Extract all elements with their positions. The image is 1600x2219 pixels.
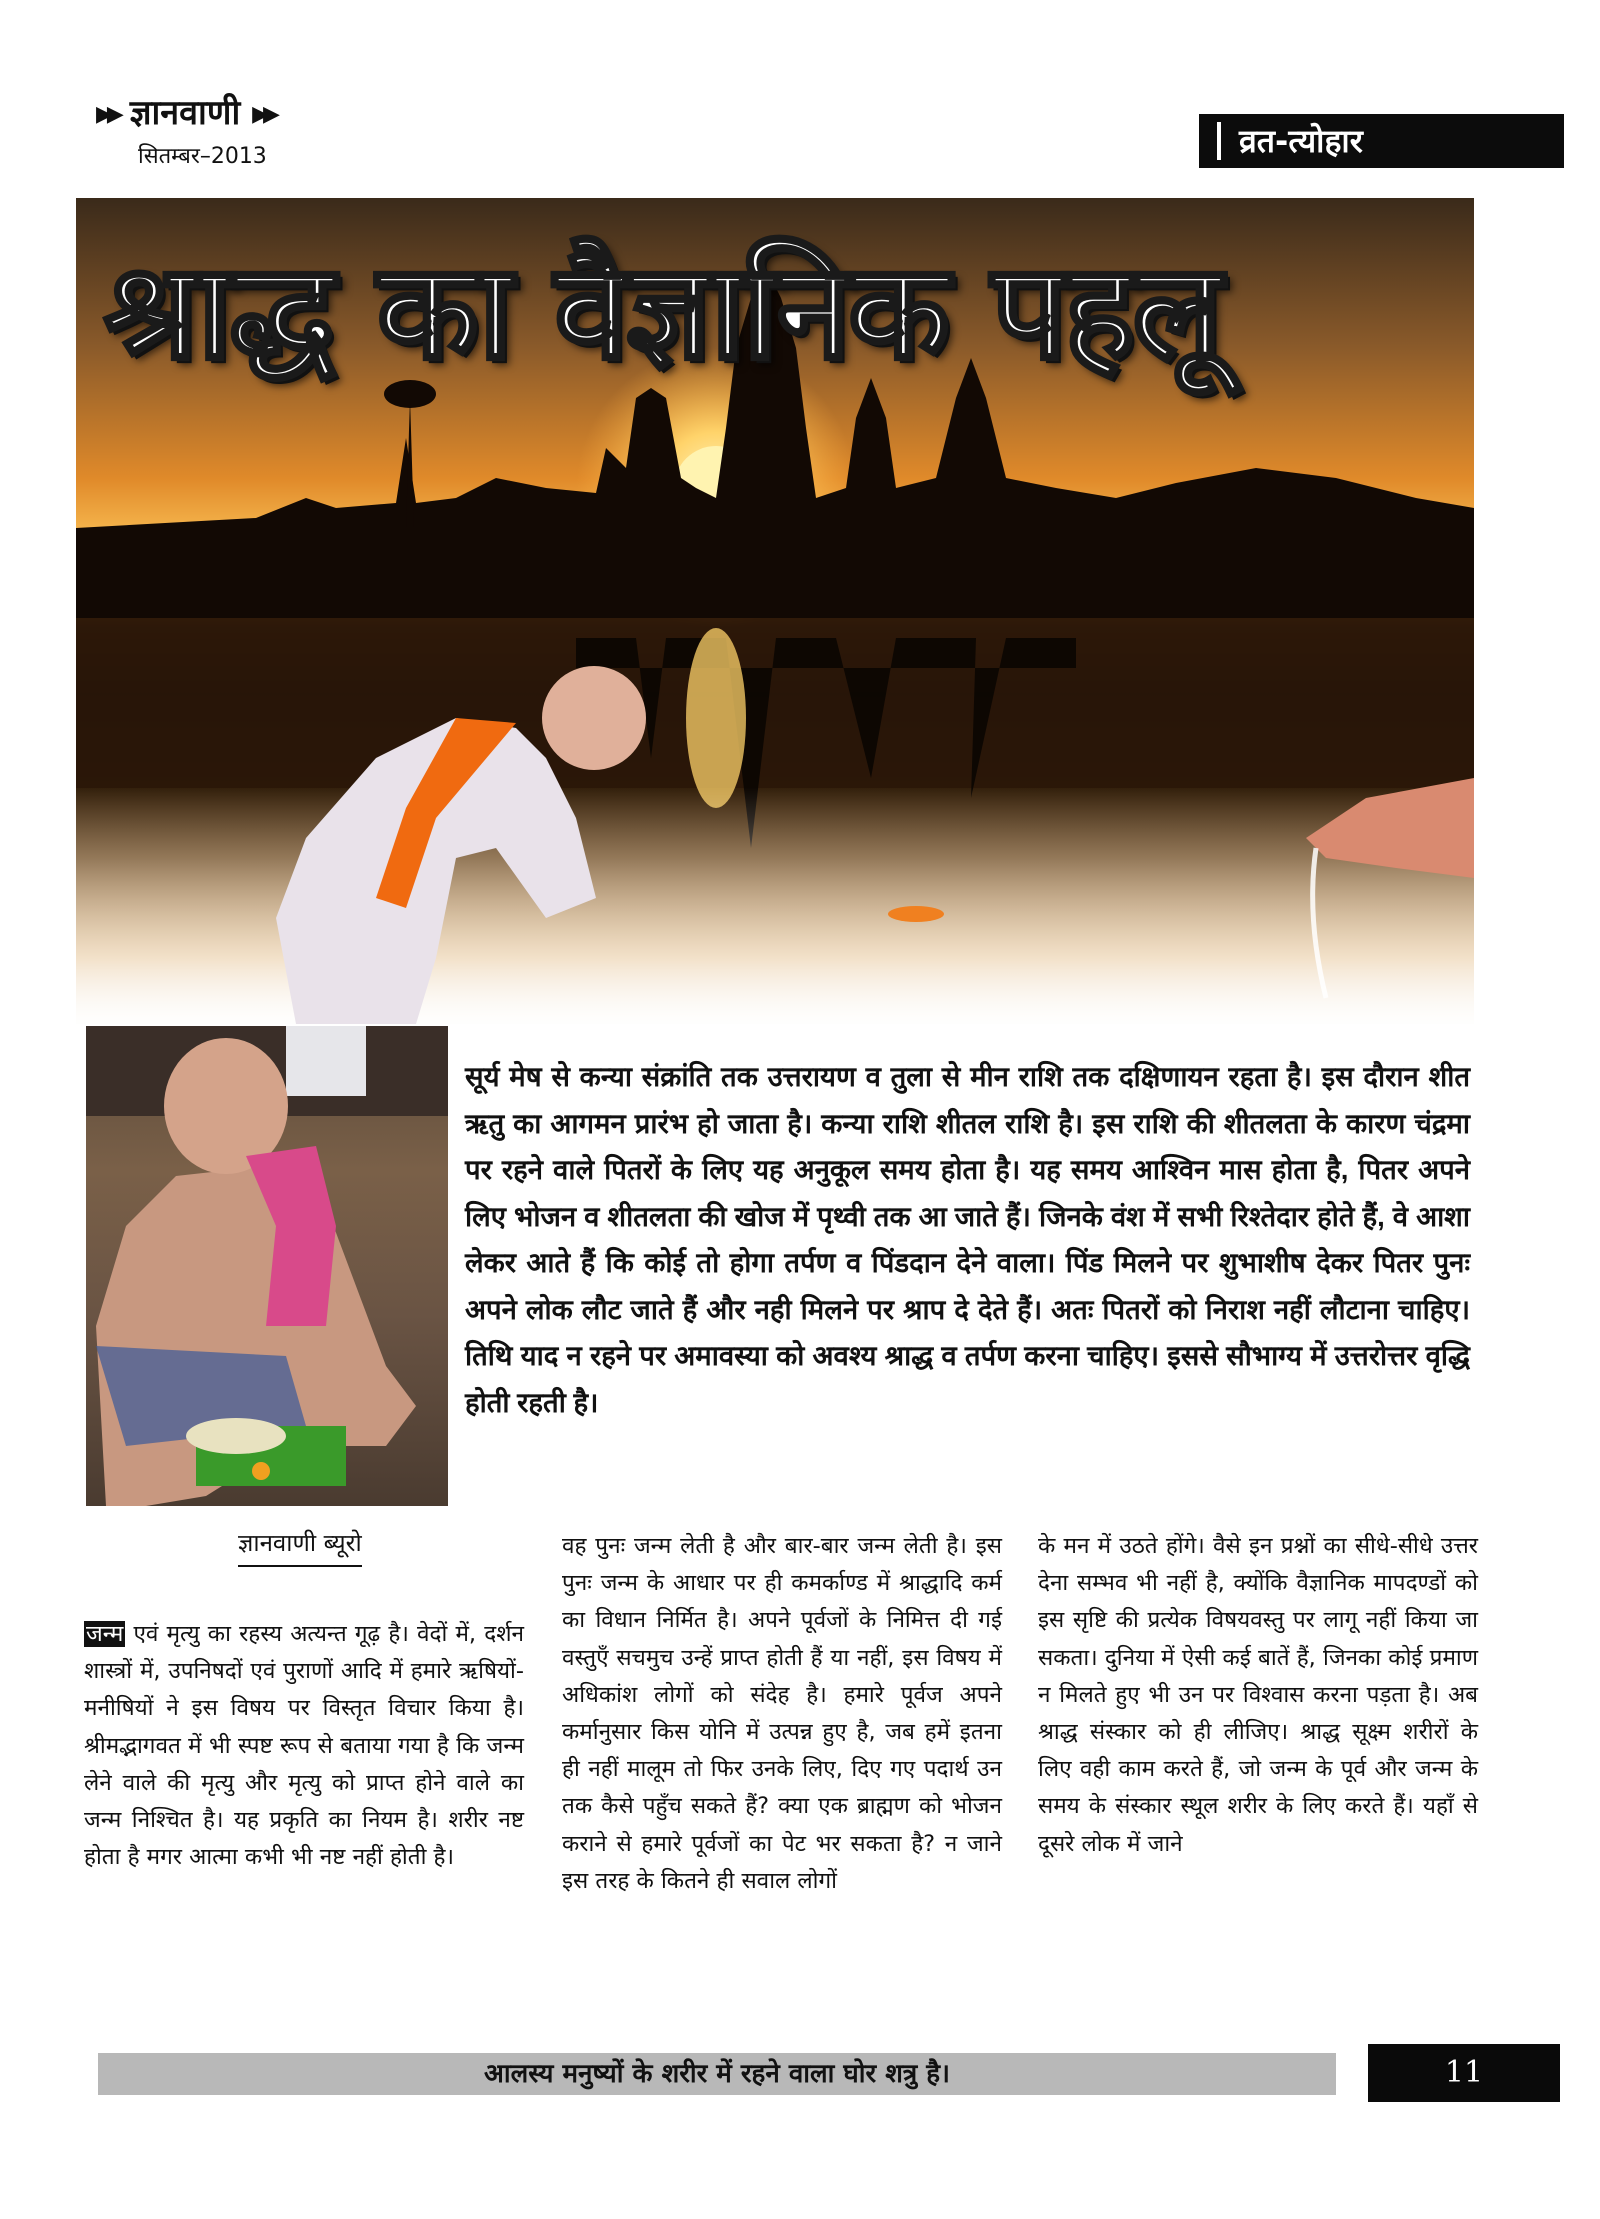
sun-reflection bbox=[686, 628, 746, 808]
section-tag-bar bbox=[1217, 122, 1221, 160]
body-column-2: वह पुनः जन्म लेती है और बार-बार जन्म लेती है। इस पुनः जन्म के आधार पर ही कमर्काण्ड में श्राद्धादि कर्म का विधान निर्मित है। अपने पूर्वजों के निमित्त दी गई वस्तुएँ सचमुच उन्हें प्राप्त होती हैं या नहीं, इस विषय में अधिकांश लोगों को संदेह है। हमारे पूर्वज अपने कर्मानुसार किस योनि में उत्पन्न हुए है, जब हमें इतना ही नहीं मालूम तो फिर उनके लिए, दिए गए पदार्थ उन तक कैसे पहुँच सकते हैं? क्या एक ब्राह्मण को भोजन कराने से हमारे पूर्वजों का पेट भर सकता है? न जाने इस तरह के कितने ही सवाल लोगों bbox=[562, 1533, 1002, 1894]
ritual-photo-illustration bbox=[86, 1026, 448, 1506]
article-title: श्राद्ध का वैज्ञानिक पहलू bbox=[104, 235, 1221, 389]
section-tag bbox=[1199, 114, 1564, 168]
body-column-3: के मन में उठते होंगे। वैसे इन प्रश्नों का सीधे-सीधे उत्तर देना सम्भव भी नहीं है, क्योंकि वैज्ञानिक मापदण्डों को इस सृष्टि की प्रत्येक विषयवस्तु पर लागू नहीं किया जा सकता। दुनिया में ऐसी कई बातें हैं, जिनका कोई प्रमाण न मिलते हुए भी उन पर विश्वास करना पड़ता है। अब श्राद्ध संस्कार को ही लीजिए। श्राद्ध सूक्ष्म शरीरों के लिए वही काम करते हैं, जो जन्म के पूर्व और जन्म के समय के संस्कार स्थूल शरीर के लिए करते हैं। यहाँ से दूसरे लोक में जाने bbox=[1038, 1533, 1478, 1857]
arrows-right-icon: ▶▶ bbox=[252, 102, 274, 127]
page-number: 11 bbox=[1368, 2044, 1560, 2102]
intro-paragraph: सूर्य मेष से कन्या संक्रांति तक उत्तरायण व तुला से मीन राशि तक दक्षिणायन रहता है। इस दौरान शीत ऋतु का आगमन प्रारंभ हो जाता है। कन्या राशि शीतल राशि है। इस राशि की शीतलता के कारण चंद्रमा पर रहने वाले पितरों के लिए यह अनुकूल समय होता है। यह समय आश्विन मास होता है, पितर अपने लिए भोजन व शीतलता की खोज में पृथ्वी तक आ जाते हैं। जिनके वंश में सभी रिश्तेदार होते हैं, वे आशा लेकर आते हैं कि कोई तो होगा तर्पण व पिंडदान देने वाला। पिंड मिलने पर शुभाशीष देकर पितर पुनः अपने लोक लौट जाते हैं और नही मिलने पर श्राप दे देते हैं। अतः पितरों को निराश नहीं लौटाना चाहिए। तिथि याद न रहने पर अमावस्या को अवश्य श्राद्ध व तर्पण करना चाहिए। इससे सौभाग्य में उत्तरोत्तर वृद्धि होती रहती है। bbox=[465, 1061, 1470, 1418]
magazine-name bbox=[96, 88, 274, 134]
body-column-1 bbox=[84, 1616, 524, 1876]
priest-head bbox=[542, 666, 646, 770]
magazine-name-text: ज्ञानवाणी bbox=[129, 93, 241, 133]
drop-word: जन्म bbox=[86, 1621, 124, 1647]
section-tag-label: व्रत-त्योहार bbox=[1239, 122, 1363, 160]
byline: ज्ञानवाणी ब्यूरो bbox=[238, 1526, 362, 1567]
hero-image bbox=[76, 198, 1474, 1024]
arrows-left-icon: ▶▶ bbox=[96, 102, 118, 127]
marigold bbox=[252, 1462, 270, 1480]
body-column-1-text: एवं मृत्यु का रहस्य अत्यन्त गूढ़ है। वेदों में, दर्शन शास्त्रों में, उपनिषदों एवं पुराणों आदि में हमारे ऋषियों-मनीषियों ने इस विषय पर विस्तृत विचार किया है। श्रीमद्भागवत में भी स्पष्ट रूप से बताया गया है कि जन्म लेने वाले की मृत्यु और मृत्यु को प्राप्त होने वाले का जन्म निश्चित है। यह प्रकृति का नियम है। शरीर नष्ट होता है मगर आत्मा कभी भी नष्ट नहीं होती है। bbox=[84, 1621, 524, 1871]
footer-quote: आलस्य मनुष्यों के शरीर में रहने वाला घोर शत्रु है। bbox=[98, 2053, 1336, 2095]
background-person bbox=[286, 1026, 366, 1096]
issue-date: सितम्बर–2013 bbox=[138, 144, 267, 169]
water bbox=[76, 618, 1474, 788]
ritual-photo bbox=[86, 1026, 448, 1506]
offering-plate bbox=[186, 1418, 286, 1454]
floating-lamp bbox=[888, 906, 944, 922]
